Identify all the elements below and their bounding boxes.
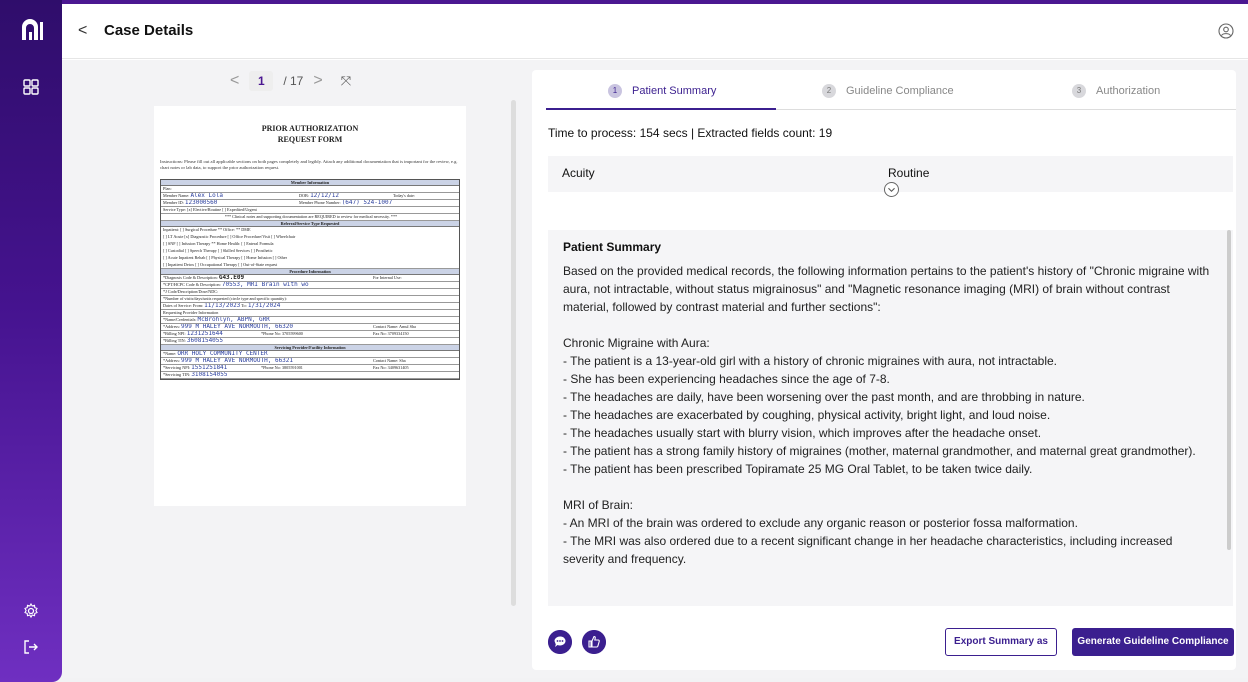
- summary-section-heading: MRI of Brain:: [563, 498, 634, 512]
- page-header: [62, 4, 1248, 59]
- summary-line: - The headaches usually start with blurry vision, which improves after the headache onset.: [563, 426, 1042, 440]
- form-row: Requesting Provider Information: [161, 310, 459, 317]
- logout-icon[interactable]: [22, 638, 40, 656]
- summary-line: - An MRI of the brain was ordered to exclude any organic reason or posterior fossa malformation.: [563, 516, 1078, 530]
- step-tabs: [546, 70, 1236, 110]
- auth-form-table: [160, 179, 460, 380]
- form-row: *Diagnosis Code & Description: G43.E09 For Internal Use:: [161, 275, 459, 282]
- tab-authorization[interactable]: [1072, 84, 1160, 98]
- summary-actions: [532, 616, 1236, 670]
- form-row: Plan:: [161, 186, 459, 193]
- form-row: [ ] Custodial [ ] Speech Therapy [ ] Skilled Services [ ] Prosthetic: [163, 248, 273, 253]
- step-label: Patient Summary: [632, 85, 717, 97]
- form-row: *** Clinical notes and supporting documentation are REQUIRED to review for medical necessity. ***: [161, 214, 459, 221]
- doc-title-line2: REQUEST FORM: [277, 135, 343, 144]
- summary-line: - The headaches are daily, have been worsening over the past month, and are throbbing in nature.: [563, 390, 1085, 404]
- page-navigator: [230, 70, 351, 92]
- summary-text: [563, 262, 1213, 568]
- document-scrollbar[interactable]: [511, 100, 516, 606]
- form-row: *Name/Credentials: McBrohlyn, ABPN, GRR: [161, 317, 459, 324]
- app-logo-icon[interactable]: [19, 18, 45, 44]
- page-title: Case Details: [104, 22, 194, 39]
- form-row: *Servicing TIN: 3108154055: [161, 372, 459, 379]
- form-row: *Billing TIN: 3608154055: [161, 338, 459, 345]
- settings-icon[interactable]: [22, 602, 40, 620]
- chat-icon[interactable]: [548, 630, 572, 654]
- form-row: Inpatient: [ ] Surgical Procedure ** Office: ** DME: [163, 227, 251, 232]
- page-total: / 17: [283, 74, 304, 88]
- user-profile-icon[interactable]: [1218, 23, 1234, 39]
- next-page-button[interactable]: >: [313, 72, 323, 89]
- summary-title: Patient Summary: [563, 240, 662, 254]
- doc-instructions: Instructions: Please fill out all applicable sections on both pages completely and legibly. Attach any additional documentation that is important for the review, e.g. chart notes or lab data, to support the prior authorization request.: [160, 159, 458, 170]
- form-row: *Number of visits/days/units requested (circle type and specific quantity):: [161, 296, 459, 303]
- step-label: Authorization: [1096, 85, 1161, 97]
- summary-line: - The patient has a strong family history of migraines (mother, maternal grandmother, and maternal great grandmother).: [563, 444, 1196, 458]
- back-button[interactable]: <: [78, 22, 88, 39]
- form-row: *CPT/HCPC Code & Description: 70553, MRI Brain with wo: [161, 282, 459, 289]
- generate-guideline-compliance-button[interactable]: Generate Guideline Compliance: [1072, 628, 1234, 656]
- form-row: *Address: 999 M HALEY AVE NORMOUTH, 66320 Contact Name: Amul Sha: [161, 324, 459, 331]
- summary-line: - The patient is a 13-year-old girl with a history of chronic migraines with aura, not intractable.: [563, 354, 1058, 368]
- summary-line: - The patient has been prescribed Topiramate 25 MG Oral Tablet, to be taken twice daily.: [563, 462, 1033, 476]
- step-number: 2: [822, 84, 836, 98]
- processing-stats: Time to process: 154 secs | Extracted fields count: 19: [548, 126, 833, 140]
- summary-line: - The headaches are exacerbated by coughing, physical activity, bright light, and loud noise.: [563, 408, 1051, 422]
- page-number-input[interactable]: 1: [249, 71, 273, 91]
- summary-line: - She has been experiencing headaches since the age of 7-8.: [563, 372, 890, 386]
- member-section-header: Member Information: [161, 180, 459, 186]
- summary-intro: Based on the provided medical records, the following information pertains to the patient's history of "Chronic migraine with aura, not intractable, without status migrainosus" and "Magnetic resonance imaging (MRI) of brain without contrast material, followed by contrast material and further sections":: [563, 264, 1210, 314]
- summary-line: - The MRI was also ordered due to a recent significant change in her headache characteristics, including increased severity and frequency.: [563, 534, 1173, 566]
- step-number: 1: [608, 84, 622, 98]
- sidebar: [0, 0, 62, 682]
- export-summary-button[interactable]: Export Summary as: [945, 628, 1057, 656]
- form-row: [ ] SNF [ ] Infusion Therapy ** Home Health: [ ] Enteral Formula: [163, 241, 274, 246]
- referral-section-header: Referral/Service Type Requested: [161, 221, 459, 227]
- tab-guideline-compliance[interactable]: [822, 84, 954, 98]
- form-row: [ ] Acute Inpatient Rehab [ ] Physical Therapy [ ] Home Infusion [ ] Other: [163, 255, 287, 260]
- doc-title-line1: PRIOR AUTHORIZATION: [261, 124, 359, 133]
- form-row: *Servicing NPI: 1551251841 *Phone No: 3805591001 Fax No: 3409631405: [161, 365, 459, 372]
- procedure-section-header: Procedure Information: [161, 269, 459, 275]
- form-row: Member Name: Alex Lola DOB: 12/12/12 Today's date:: [161, 193, 459, 200]
- form-row: *Address: 999 M HALEY AVE NORMOUTH, 66321 Contact Name: Sha: [161, 358, 459, 365]
- expand-icon[interactable]: ⤧: [340, 73, 352, 88]
- patient-summary-box: [548, 230, 1233, 606]
- active-tab-underline: [546, 108, 776, 110]
- form-row: [ ] Inpatient Detox [ ] Occupational Therapy [ ] Out-of-State request: [161, 262, 459, 269]
- form-row: [ ] LT Acute [x] Diagnostic Procedure [ ] Office Procedure/Visit [ ] Wheelchair: [163, 234, 296, 239]
- chevron-down-icon[interactable]: [884, 182, 899, 197]
- content-area: [62, 60, 1248, 678]
- acuity-label: Acuity: [562, 166, 595, 180]
- tab-patient-summary[interactable]: [608, 84, 716, 98]
- summary-panel: [532, 70, 1236, 670]
- form-row: Service Type: [x] Elective/Routine [ ] Expedited/Urgent: [161, 207, 459, 214]
- summary-scrollbar[interactable]: [1227, 230, 1231, 550]
- acuity-value: Routine: [888, 166, 930, 180]
- document-viewer: [62, 60, 522, 678]
- step-number: 3: [1072, 84, 1086, 98]
- prev-page-button[interactable]: <: [230, 72, 240, 89]
- form-row: Dates of Service: From: 11/13/2023 To: 1/31/2024: [161, 303, 459, 310]
- grid-icon[interactable]: [22, 78, 40, 96]
- step-label: Guideline Compliance: [846, 85, 954, 97]
- servicing-section-header: Servicing Provider/Facility Information: [161, 345, 459, 351]
- summary-section-heading: Chronic Migraine with Aura:: [563, 336, 710, 350]
- form-row: Member ID: 123000560 Member Phone Number: (647) 524-1007: [161, 200, 459, 207]
- main-area: [62, 4, 1248, 678]
- form-row: *J Code/Description/Dose/NDC:: [161, 289, 459, 296]
- form-row: *Name: ORR HOLY COMMUNITY CENTER: [161, 351, 459, 358]
- document-page: [154, 106, 466, 506]
- thumbs-up-icon[interactable]: [582, 630, 606, 654]
- form-row: *Billing NPI: 1231251644 *Phone No: 3705599600 Fax No: 3709334150: [161, 331, 459, 338]
